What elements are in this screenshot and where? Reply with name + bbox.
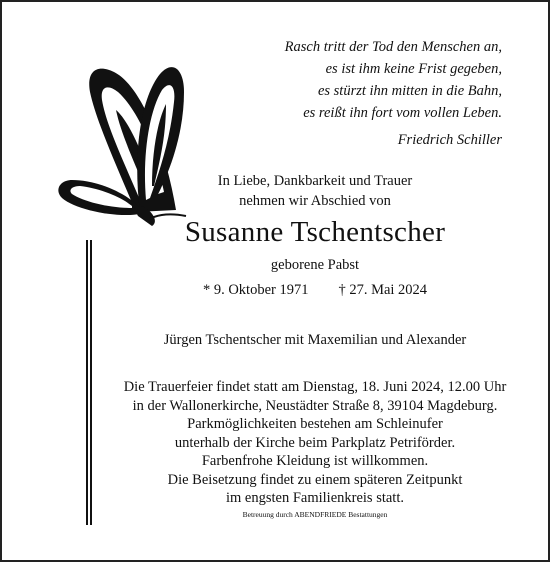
poem-line: es ist ihm keine Frist gegeben, (325, 61, 502, 77)
life-dates (90, 282, 540, 299)
intro-line: nehmen wir Abschied von (239, 193, 391, 209)
info-line: Farbenfrohe Kleidung ist willkommen. (201, 453, 429, 469)
info-line: Die Trauerfeier findet statt am Dienstag, 18. Juni 2024, 12.00 Uhr (123, 379, 507, 395)
funeral-info (90, 378, 540, 508)
info-line: Parkmöglichkeiten bestehen am Schleinufer (187, 416, 443, 432)
poem (285, 36, 502, 151)
undertaker-credit: Betreuung durch ABENDFRIEDE Bestattungen (242, 510, 388, 519)
poem-line: es stürzt ihn mitten in die Bahn, (317, 83, 502, 99)
intro-text (90, 171, 540, 211)
birth-name: geborene Pabst (270, 257, 360, 273)
info-line: unterhalb der Kirche beim Parkplatz Petriförder. (174, 434, 456, 451)
deceased-name: Susanne Tschentscher (184, 216, 446, 248)
family-names: Jürgen Tschentscher mit Maxemilian und Alexander (163, 332, 467, 348)
poem-line: es reißt ihn fort vom vollen Leben. (303, 105, 502, 121)
info-line: in der Wallonerkirche, Neustädter Straße 8, 39104 Magdeburg. (132, 397, 498, 414)
birth-date: * 9. Oktober 1971 (202, 282, 309, 298)
intro-line: In Liebe, Dankbarkeit und Trauer (217, 173, 413, 189)
info-line: im engsten Familienkreis statt. (225, 490, 404, 506)
poem-author: Friedrich Schiller (397, 132, 502, 148)
poem-line: Rasch tritt der Tod den Menschen an, (284, 39, 502, 55)
info-line: Die Beisetzung findet zu einem späteren Zeitpunkt (167, 471, 463, 488)
death-date: † 27. Mai 2024 (338, 282, 428, 298)
